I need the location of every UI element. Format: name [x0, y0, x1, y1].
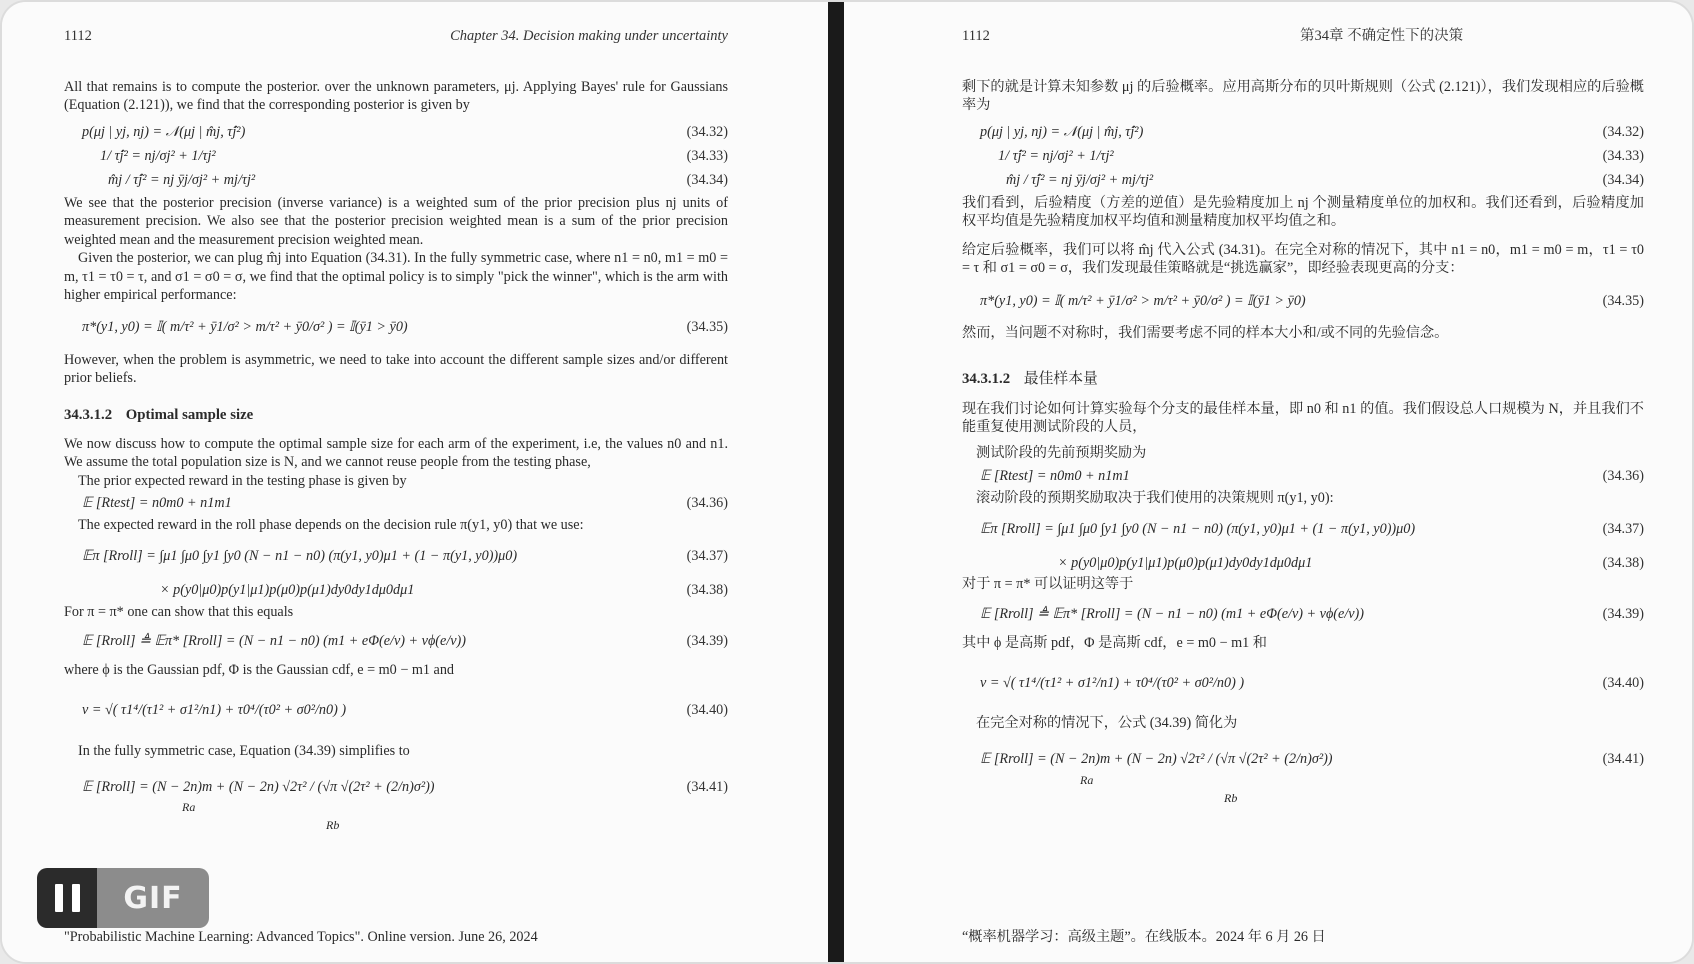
equation-34-39 — [64, 621, 728, 661]
equation-34-34 — [64, 168, 728, 192]
section-number: 34.3.1.2 — [64, 406, 113, 423]
prior-reward-paragraph: 测试阶段的先前预期奖励为 — [976, 445, 1147, 462]
equation-expr: π*(y1, y0) = 𝕀( m/τ² + ȳ1/σ² > m/τ² + ȳ0/σ² ) = 𝕀(ȳ1 > ȳ0) — [82, 319, 408, 336]
roll-phase-paragraph: 滚动阶段的预期奖励取决于我们使用的决策规则 π(y1, y0): — [976, 489, 1334, 506]
ra-label: Ra — [182, 800, 196, 815]
right-page-content — [962, 78, 1644, 807]
equation-34-38 — [962, 551, 1644, 575]
prior-reward-paragraph: The prior expected reward in the testing phase is given by — [78, 472, 407, 489]
equation-number: (34.35) — [686, 319, 728, 336]
pause-icon — [55, 884, 63, 912]
equation-34-37 — [962, 507, 1644, 551]
section-number: 34.3.1.2 — [962, 371, 1011, 388]
left-page-content — [64, 78, 728, 834]
equation-expr: 𝔼π [Rroll] = ∫μ1 ∫μ0 ∫y1 ∫y0 (N − n1 − n0) (π(y1, y0)μ1 + (1 − π(y1, y0))μ0) — [980, 521, 1416, 538]
equation-number: (34.40) — [1602, 674, 1644, 691]
for-pi-paragraph: 对于 π = π* 可以证明这等于 — [962, 576, 1134, 593]
equation-34-38 — [64, 579, 728, 603]
given-posterior-paragraph: 给定后验概率，我们可以将 m̂j 代入公式 (34.31)。在完全对称的情况下，其中 n1 = n0，m1 = m0 = m，τ1 = τ0 = τ 和 σ1 = σ0 = σ，我们发现最佳策略就是“挑选赢家”，即经验表现更高的分支： — [962, 241, 1644, 277]
equation-number: (34.32) — [686, 123, 728, 140]
equation-34-39 — [962, 594, 1644, 634]
where-paragraph: where ϕ is the Gaussian pdf, Φ is the Gaussian cdf, e = m0 − m1 and — [64, 662, 455, 679]
underbrace-labels — [962, 772, 1644, 807]
symmetric-paragraph: In the fully symmetric case, Equation (34.39) simplifies to — [78, 742, 410, 759]
equation-number: (34.39) — [686, 632, 728, 649]
equation-34-33 — [962, 144, 1644, 168]
equation-34-37 — [64, 535, 728, 579]
equation-34-41 — [64, 760, 728, 814]
equation-expr: 1/ τ̂j² = nj/σj² + 1/τj² — [998, 147, 1114, 164]
chapter-title: 第34章 不确定性下的决策 — [1300, 28, 1464, 44]
equation-expr: 𝔼 [Rroll] = (N − 2n)m + (N − 2n) √2τ² / (√π √(2τ² + (2/n)σ²)) — [82, 778, 435, 795]
section-heading — [64, 406, 728, 425]
equation-number: (34.33) — [686, 147, 728, 164]
equation-expr: m̂j / τ̂j² = nj ȳj/σj² + mj/τj² — [108, 171, 256, 188]
equation-expr: 1/ τ̂j² = nj/σj² + 1/τj² — [100, 147, 216, 164]
equation-34-33 — [64, 144, 728, 168]
equation-34-36 — [64, 490, 728, 516]
equation-number: (34.38) — [686, 582, 728, 599]
equation-expr: × p(y0|μ0)p(y1|μ1)p(μ0)p(μ1)dy0dy1dμ0dμ1 — [1058, 555, 1313, 572]
equation-number: (34.39) — [1602, 605, 1644, 622]
equation-34-35 — [962, 278, 1644, 324]
chapter-title: Chapter 34. Decision making under uncertainty — [450, 28, 728, 44]
equation-34-40 — [64, 680, 728, 742]
equation-number: (34.40) — [686, 702, 728, 719]
asymmetric-paragraph: However, when the problem is asymmetric, we need to take into account the different sample sizes and/or different prior beliefs. — [64, 351, 728, 387]
pause-button[interactable] — [37, 868, 97, 928]
equation-expr: 𝔼 [Rtest] = n0m0 + n1m1 — [980, 467, 1130, 484]
equation-expr: m̂j / τ̂j² = nj ȳj/σj² + mj/τj² — [1006, 171, 1154, 188]
underbrace-labels — [64, 800, 728, 834]
page-number: 1112 — [962, 28, 990, 44]
gif-badge[interactable] — [37, 868, 209, 928]
equation-expr: 𝔼π [Rroll] = ∫μ1 ∫μ0 ∫y1 ∫y0 (N − n1 − n0) (π(y1, y0)μ1 + (1 − π(y1, y0))μ0) — [82, 548, 518, 565]
given-posterior-paragraph: Given the posterior, we can plug m̂j into Equation (34.31). In the fully symmetric case, where n1 = n0, m1 = m0 = m, τ1 = τ0 = τ, and σ1 = σ0 = σ, we find that the optimal policy is to simply "pick the winner", which is the arm with higher empirical performance: — [64, 250, 728, 304]
equation-34-34 — [962, 168, 1644, 192]
equation-number: (34.32) — [1602, 123, 1644, 140]
symmetric-paragraph: 在完全对称的情况下，公式 (34.39) 简化为 — [976, 715, 1238, 732]
equation-expr: p(μj | yj, nj) = 𝒩(μj | m̂j, τ̂j²) — [980, 123, 1144, 140]
ra-label: Ra — [1080, 772, 1094, 787]
equation-number: (34.34) — [1602, 171, 1644, 188]
left-page-footer: "Probabilistic Machine Learning: Advanced Topics". Online version. June 26, 2024 — [64, 929, 538, 945]
equation-34-36 — [962, 463, 1644, 489]
equation-number: (34.37) — [1602, 521, 1644, 538]
equation-expr: v = √( τ1⁴/(τ1² + σ1²/n1) + τ0⁴/(τ0² + σ0²/n0) ) — [82, 702, 347, 719]
intro-paragraph: 剩下的就是计算未知参数 μj 的后验概率。应用高斯分布的贝叶斯规则（公式 (2.121)），我们发现相应的后验概率为 — [962, 79, 1644, 114]
precision-paragraph: We see that the posterior precision (inverse variance) is a weighted sum of the prior precision plus nj units of measurement precision. We also see that the posterior precision weighted mean is a sum of the prior precision weighted mean and the measurement precision weighted mean. — [64, 195, 728, 248]
right-page — [844, 2, 1694, 964]
where-paragraph: 其中 ϕ 是高斯 pdf，Φ 是高斯 cdf，e = m0 − m1 和 — [962, 634, 1267, 651]
equation-expr: p(μj | yj, nj) = 𝒩(μj | m̂j, τ̂j²) — [82, 123, 246, 140]
equation-expr: 𝔼 [Rroll] ≜ 𝔼π* [Rroll] = (N − n1 − n0) (m1 + eΦ(e/v) + vϕ(e/v)) — [980, 605, 1365, 622]
discuss-paragraph: 现在我们讨论如何计算实验每个分支的最佳样本量，即 n0 和 n1 的值。我们假设总人口规模为 N，并且我们不能重复使用测试阶段的人员， — [962, 400, 1644, 435]
equation-expr: 𝔼 [Rroll] = (N − 2n)m + (N − 2n) √2τ² / (√π √(2τ² + (2/n)σ²)) — [980, 751, 1333, 768]
equation-expr: 𝔼 [Rroll] ≜ 𝔼π* [Rroll] = (N − n1 − n0) (m1 + eΦ(e/v) + vϕ(e/v)) — [82, 632, 467, 649]
section-title: 最佳样本量 — [1023, 371, 1098, 388]
equation-expr: × p(y0|μ0)p(y1|μ1)p(μ0)p(μ1)dy0dy1dμ0dμ1 — [160, 582, 415, 599]
pause-icon-bar — [72, 884, 80, 912]
equation-expr: 𝔼 [Rtest] = n0m0 + n1m1 — [82, 494, 232, 511]
roll-phase-paragraph: The expected reward in the roll phase depends on the decision rule π(y1, y0) that we use: — [78, 517, 584, 534]
page-divider — [828, 2, 844, 964]
equation-number: (34.38) — [1602, 555, 1644, 572]
intro-paragraph: All that remains is to compute the posterior. over the unknown parameters, μj. Applying Bayes' rule for Gaussians (Equation (2.121)), we find that the corresponding posterior is given by — [64, 79, 728, 114]
equation-number: (34.41) — [1602, 751, 1644, 768]
asymmetric-paragraph: 然而，当问题不对称时，我们需要考虑不同的样本大小和/或不同的先验信念。 — [962, 324, 1449, 341]
equation-number: (34.36) — [686, 494, 728, 511]
equation-number: (34.34) — [686, 171, 728, 188]
equation-34-32 — [64, 120, 728, 144]
precision-paragraph: 我们看到，后验精度（方差的逆值）是先验精度加上 nj 个测量精度单位的加权和。我们还看到，后验精度加权平均值是先验精度加权平均值和测量精度加权平均值之和。 — [962, 195, 1644, 230]
gif-label: GIF — [97, 868, 209, 928]
equation-number: (34.41) — [686, 778, 728, 795]
right-page-footer: “概率机器学习：高级主题”。在线版本。2024 年 6 月 26 日 — [962, 929, 1326, 945]
section-title: Optimal sample size — [125, 406, 254, 423]
page-number: 1112 — [64, 28, 92, 44]
rb-label: Rb — [326, 818, 340, 833]
rb-label: Rb — [1224, 790, 1238, 805]
equation-34-32 — [962, 120, 1644, 144]
for-pi-paragraph: For π = π* one can show that this equals — [64, 603, 294, 620]
equation-number: (34.36) — [1602, 467, 1644, 484]
equation-number: (34.35) — [1602, 292, 1644, 309]
equation-number: (34.37) — [686, 548, 728, 565]
equation-expr: v = √( τ1⁴/(τ1² + σ1²/n1) + τ0⁴/(τ0² + σ0²/n0) ) — [980, 674, 1245, 691]
equation-34-35 — [64, 305, 728, 351]
discuss-paragraph: We now discuss how to compute the optimal sample size for each arm of the experiment, i.e, the values n0 and n1. We assume the total population size is N, and we cannot reuse people from the testing phase, — [64, 435, 728, 471]
section-heading — [962, 370, 1644, 389]
equation-34-40 — [962, 652, 1644, 714]
equation-34-41 — [962, 733, 1644, 787]
equation-number: (34.33) — [1602, 147, 1644, 164]
left-page — [2, 2, 828, 964]
equation-expr: π*(y1, y0) = 𝕀( m/τ² + ȳ1/σ² > m/τ² + ȳ0/σ² ) = 𝕀(ȳ1 > ȳ0) — [980, 292, 1306, 309]
